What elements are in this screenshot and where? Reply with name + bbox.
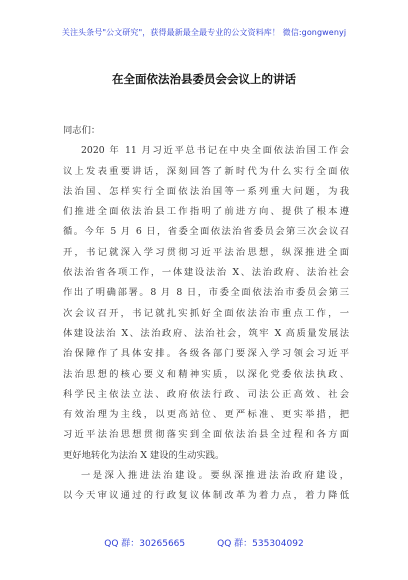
top-banner: 关注头条号"公文研究"，获得最新最全最专业的公文资料库！ 微信:gongwenyj: [61, 28, 347, 37]
paragraph-line: 法治思想的核心要义和精神实质，以深化党委依法执政、: [63, 368, 349, 380]
paragraph-line: 治保障作了具体安排。各级各部门要深入学习领会习近平: [63, 348, 349, 360]
paragraph-line: 体建设法治 X、法治政府、法治社会，筑牢 X 高质量发展法: [63, 327, 349, 339]
qq-group-1: QQ 群：30265665: [104, 539, 186, 549]
document-body: [63, 121, 349, 507]
paragraph-line: 法治国、怎样实行全面依法治国等一系列重大问题，为我: [63, 185, 349, 197]
document-title: 在全面依法治县委员会会议上的讲话: [112, 72, 296, 86]
paragraph-line: 作出了明确部署。8 月 8 日，市委全面依法治市委员会第三: [63, 287, 349, 299]
footer-contact: [0, 536, 408, 549]
paragraph-line: 一是深入推进法治建设。要纵深推进法治政府建设，: [81, 470, 349, 482]
paragraph-line: 次会议召开，书记就扎实抓好全面依法治市重点工作，一: [63, 307, 349, 319]
paragraph-line: 有效治理为主线，以更高站位、更严标准、更实举措，把: [63, 409, 349, 421]
qq-group-2: QQ 群：535304092: [217, 539, 304, 549]
paragraph-line: 科学民主依法立法、政府依法行政、司法公正高效、社会: [63, 388, 349, 400]
paragraph-line: 循。今年 5 月 6 日，省委全面依法治省委员会第三次会议召: [63, 226, 349, 238]
salutation: 同志们：: [63, 125, 101, 136]
paragraph-line: 依法治省各项工作，一体建设法治 X、法治政府、法治社会: [63, 267, 349, 279]
paragraph-line: 更好地转化为法治 X 建设的生动实践。: [63, 449, 225, 461]
paragraph-line: 习近平法治思想贯彻落实到全面依法治县全过程和各方面: [63, 429, 349, 441]
paragraph-line: 开，书记就深入学习贯彻习近平法治思想，纵深推进全面: [63, 246, 349, 258]
paragraph-line: 们推进全面依法治县工作指明了前进方向、提供了根本遵: [63, 206, 349, 218]
paragraph-line: 议上发表重要讲话，深刻回答了新时代为什么实行全面依: [63, 165, 349, 177]
paragraph-line: 2020 年 11 月习近平总书记在中央全面依法治国工作会: [81, 145, 349, 157]
paragraph-line: 以今天审议通过的行政复议体制改革为着力点，着力降低: [63, 490, 349, 502]
